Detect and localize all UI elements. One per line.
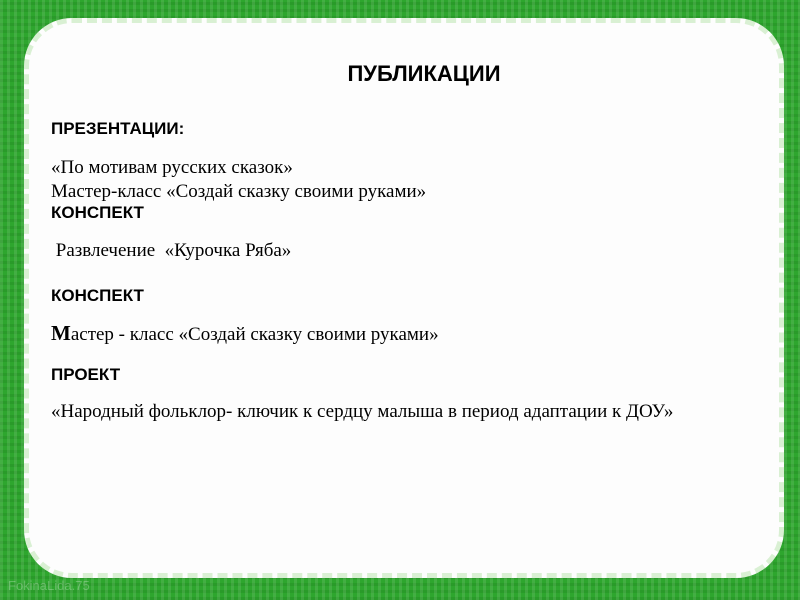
watermark: FokinaLida.75 bbox=[8, 578, 90, 593]
presentation-item-1: «По мотивам русских сказок» bbox=[51, 157, 293, 178]
publications-list bbox=[51, 119, 751, 424]
presentations-heading: ПРЕЗЕНТАЦИИ: bbox=[51, 119, 185, 138]
page-title: ПУБЛИКАЦИИ bbox=[347, 61, 501, 86]
summary-item-2-initial: М bbox=[51, 321, 71, 345]
presentation-item-2: Мастер-класс «Создай сказку своими руками» bbox=[51, 181, 427, 202]
summary-heading-2: КОНСПЕКТ bbox=[51, 286, 144, 305]
summary-heading-1: КОНСПЕКТ bbox=[51, 203, 144, 222]
summary-item-2 bbox=[51, 321, 751, 347]
project-item-1: «Народный фольклор- ключик к сердцу малыша в период адаптации к ДОУ» bbox=[51, 401, 674, 422]
project-heading: ПРОЕКТ bbox=[51, 365, 121, 384]
summary-item-2-text: астер - класс «Создай сказку своими руками» bbox=[70, 324, 439, 345]
content-card bbox=[24, 18, 784, 578]
summary-item-1: Развлечение «Курочка Ряба» bbox=[51, 240, 292, 261]
